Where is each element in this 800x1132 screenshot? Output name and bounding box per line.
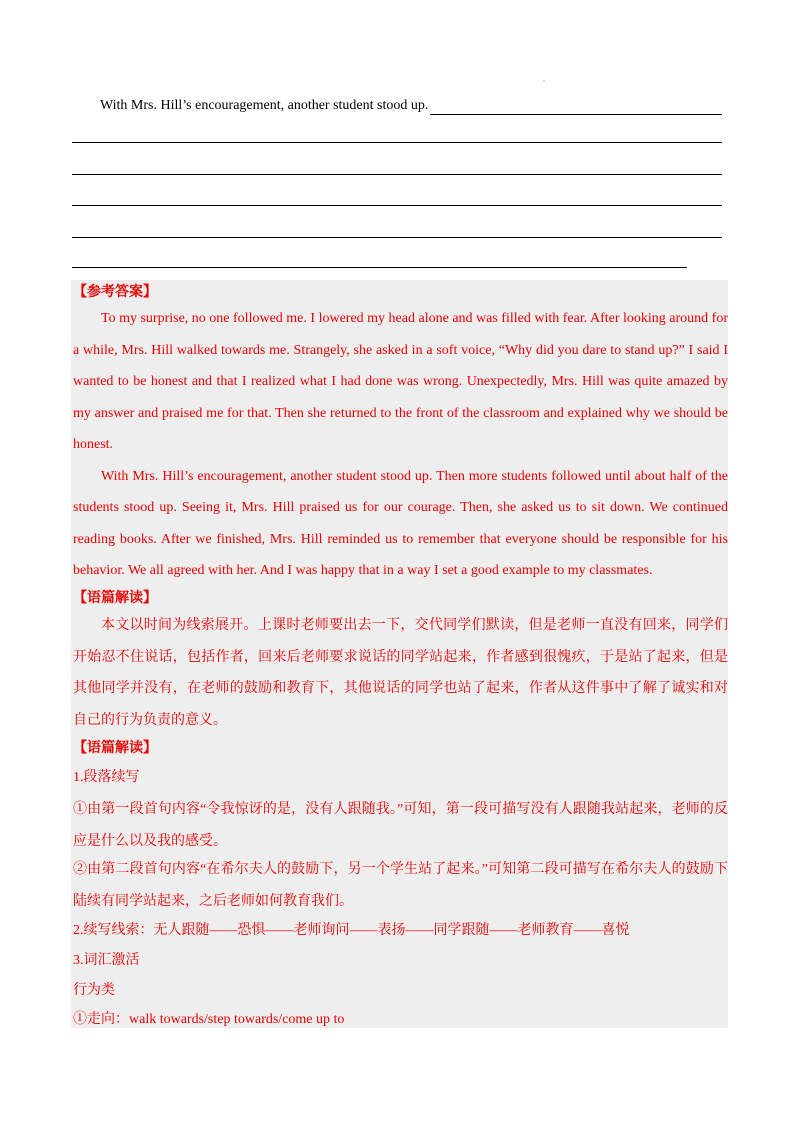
- guide-section-3-subtitle: 行为类: [73, 983, 115, 998]
- guide-section-1-title: 1.段落续写: [73, 770, 140, 785]
- page-dot: .: [543, 74, 545, 83]
- guide-section-1-item-2: [73, 854, 728, 917]
- guide-section-3-title: 3.词汇激活: [73, 953, 140, 968]
- guide-section-3-item-1: ①走向：walk towards/step towards/come up to: [73, 1012, 345, 1027]
- answer-paragraph-2: With Mrs. Hill’s encouragement, another student stood up. Then more students followed until about half of the students stood up. Seeing it, Mrs. Hill praised us for our courage. Then, she asked us to sit down. We continued reading books. After we finished, Mrs. Hill reminded us to remember that everyone should be responsible for his behavior. We all agreed with her. And I was happy that in a way I set a good example to my classmates.: [73, 468, 728, 578]
- analysis-paragraph: 本文以时间为线索展开。上课时老师要出去一下，交代同学们默读，但是老师一直没有回来，同学们开始忍不住说话，包括作者，回来后老师要求说话的同学站起来，作者感到很愧疚，于是站了起来，但是其他同学并没有，在老师的鼓励和教育下，其他说话的同学也站了起来，作者从这件事中了解了诚实和对自己的行为负责的意义。: [73, 618, 728, 728]
- answer-blank[interactable]: [430, 100, 722, 115]
- continuation-prompt: [100, 97, 722, 115]
- guide-item-1-text: ①由第一段首句内容“令我惊讶的是，没有人跟随我。”可知，第一段可描写没有人跟随我站起来，老师的反应是什么以及我的感受。: [73, 802, 728, 849]
- writing-line-5[interactable]: [72, 267, 687, 268]
- guide-section-1-item-1: [73, 794, 728, 857]
- guide-section-2: 2.续写线索：无人跟随——恐惧——老师询问——表扬——同学跟随——老师教育——喜悦: [73, 923, 630, 938]
- writing-line-3[interactable]: [72, 205, 722, 206]
- writing-line-1[interactable]: [72, 142, 722, 143]
- text-analysis-heading: 【语篇解读】: [73, 591, 157, 606]
- guide-item-2-text: ②由第二段首句内容“在希尔夫人的鼓励下，另一个学生站了起来。”可知第二段可描写在希尔夫人的鼓励下陆续有同学站起来，之后老师如何教育我们。: [73, 862, 728, 909]
- writing-guide-heading: 【语篇解读】: [73, 741, 157, 756]
- writing-line-4[interactable]: [72, 237, 722, 238]
- reference-answer-heading: 【参考答案】: [73, 285, 157, 300]
- answer-paragraph-1: To my surprise, no one followed me. I lowered my head alone and was filled with fear. After looking around for a while, Mrs. Hill walked towards me. Strangely, she asked in a soft voice, “Why did you dare to stand up?” I said I wanted to be honest and that I realized what I had done was wrong. Unexpectedly, Mrs. Hill was quite amazed by my answer and praised me for that. Then she returned to the front of the classroom and explained why we should be honest.: [73, 311, 728, 452]
- prompt-sentence: With Mrs. Hill’s encouragement, another student stood up.: [100, 98, 429, 113]
- reference-answer-body: [73, 303, 728, 587]
- writing-line-2[interactable]: [72, 174, 722, 175]
- text-analysis-body: [73, 610, 728, 736]
